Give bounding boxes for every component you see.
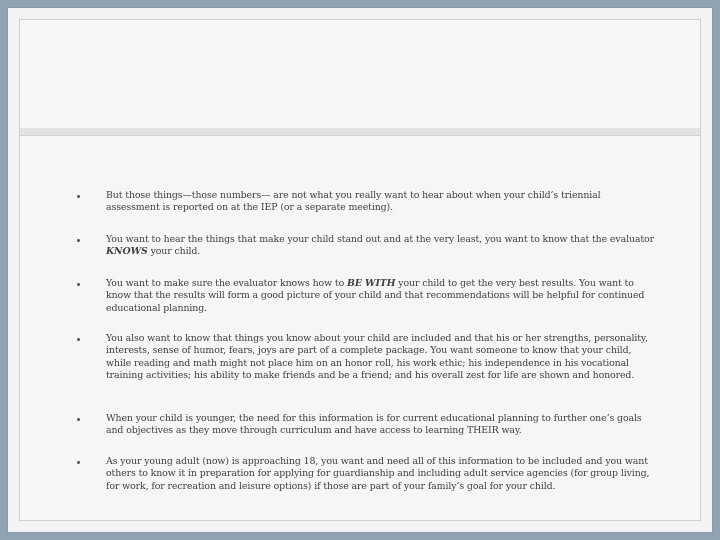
bullet-text [106,234,656,259]
bullet-text: You also want to know that things you know about your child are included and that his or her strengths, personality, interests, sense of humor, fears, joys are part of a complete package. You want someone to know that your child, while reading and math might not place him on an honor roll, his work ethic; his independence in his vocational training activities; his ability to make friends and be a friend; and his overall zest for life are shown and honored. [106,333,648,382]
bullet-text-after: your child. [147,246,201,258]
bullet-text: As your young adult (now) is approaching 18, you want and need all of this information to be included and you want others to know it in preparation for applying for guardianship and including adult service agencies (for group living, for work, for recreation and leisure options) if those are part of your family’s goal for your child. [106,456,650,492]
bullet-text: But those things—those numbers— are not what you really want to hear about when your child’s triennial assessment is reported on at the IEP (or a separate meeting). [106,190,601,214]
bullet-text-emphasis: BE WITH [347,278,396,289]
bullet-text [106,278,656,315]
bullet-dot-icon [77,461,80,464]
bullet-text-after: your child to get the very best results. You want to know that the results will form a good picture of your child and that recommendations will be helpful for continued educational planning. [106,278,645,314]
bullet-text-before: You want to hear the things that make your child stand out and at the very least, you want to know that the evaluator [106,234,654,245]
bullet-dot-icon [77,338,80,341]
slide-content-frame [19,19,701,521]
bullet-text-emphasis: KNOWS [106,246,148,258]
bullet-dot-icon [77,283,80,286]
bullet-dot-icon [77,418,80,421]
title-divider [20,128,700,136]
bullet-text: When your child is younger, the need for this information is for current educational planning to further one’s goals and objectives as they move through curriculum and have access to learning THEIR way. [106,413,642,437]
bullet-text-before: You want to make sure the evaluator knows how to [106,278,347,289]
bullet-dot-icon [77,239,80,242]
bullet-dot-icon [77,195,80,198]
slide [8,8,712,532]
title-area [20,20,700,129]
